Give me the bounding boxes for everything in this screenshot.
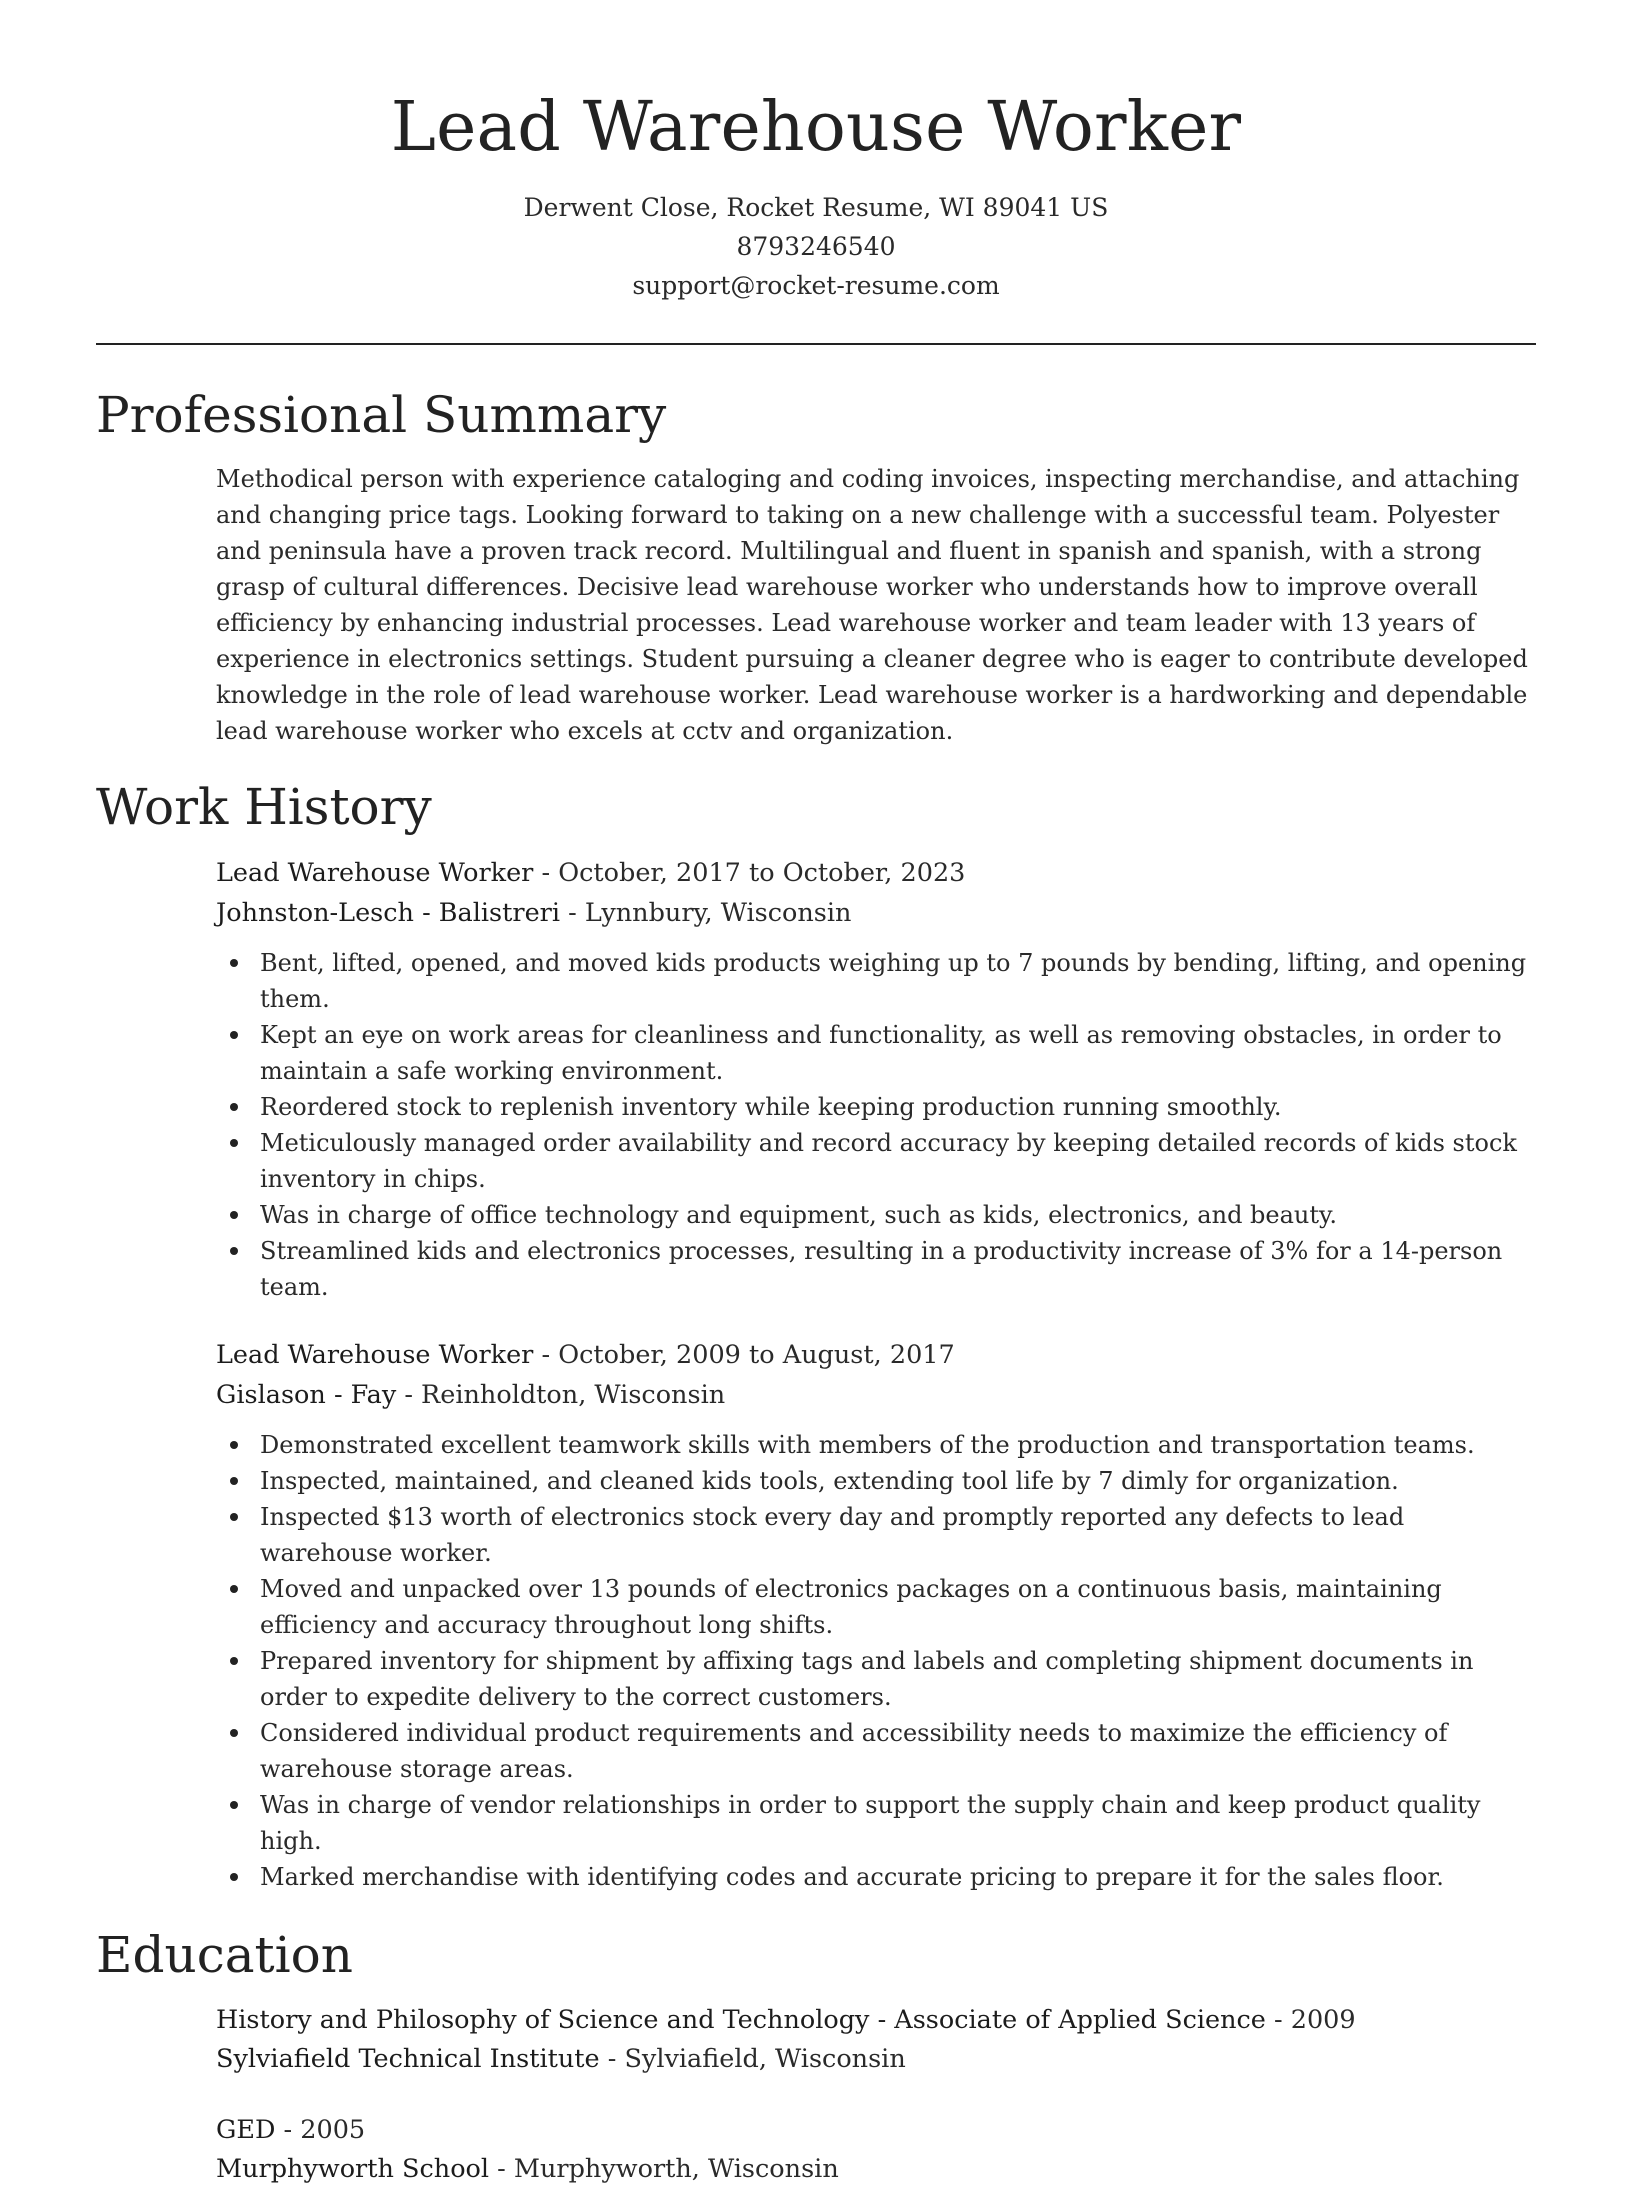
job-company-line — [216, 893, 1536, 933]
summary-title: Professional Summary — [96, 386, 667, 444]
job-bullet-text: Considered individual product requirements and accessibility needs to maximize the efficiency of warehouse storage areas. — [260, 1719, 1448, 1783]
job-bullet — [216, 1859, 1536, 1895]
job-bullet — [216, 1197, 1536, 1233]
job-bullet-text: Demonstrated excellent teamwork skills with members of the production and transportation teams. — [260, 1431, 1475, 1459]
job-company: Gislason - Fay — [216, 1380, 397, 1410]
job-bullet-text: Marked merchandise with identifying codes and accurate pricing to prepare it for the sales floor. — [260, 1863, 1444, 1891]
job-bullet-text: Was in charge of vendor relationships in order to support the supply chain and keep product quality high. — [260, 1791, 1481, 1855]
job-position: Lead Warehouse Worker — [216, 858, 534, 888]
job-bullet-text: Inspected, maintained, and cleaned kids tools, extending tool life by 7 dimly for organization. — [260, 1467, 1399, 1495]
job-bullet — [216, 1017, 1536, 1089]
job-bullets — [216, 945, 1536, 1305]
education-school: Murphyworth School — [216, 2154, 490, 2184]
education-school-line — [216, 2150, 1536, 2189]
job-bullet-text: Reordered stock to replenish inventory while keeping production running smoothly. — [260, 1093, 1282, 1121]
education-year: - 2009 — [1265, 2005, 1356, 2035]
candidate-name: Lead Warehouse Worker — [390, 88, 1242, 167]
education-location: - Murphyworth, Wisconsin — [489, 2154, 839, 2184]
header-divider — [96, 343, 1536, 345]
job-bullet — [216, 1463, 1536, 1499]
education-location: - Sylviafield, Wisconsin — [599, 2044, 906, 2074]
bullet-icon — [230, 1801, 238, 1809]
work-history-title: Work History — [96, 778, 432, 836]
job-company: Johnston-Lesch - Balistreri — [216, 898, 561, 928]
bullet-icon — [230, 1513, 238, 1521]
job-bullet — [216, 1571, 1536, 1643]
bullet-icon — [230, 1873, 238, 1881]
summary-section — [96, 383, 1536, 749]
job-company-line — [216, 1375, 1536, 1415]
education-degree: GED — [216, 2115, 276, 2145]
bullet-icon — [230, 1585, 238, 1593]
bullet-icon — [230, 1031, 238, 1039]
job-bullet — [216, 1233, 1536, 1305]
contact-email: support@rocket-resume.com — [632, 271, 1000, 300]
job-bullet — [216, 1089, 1536, 1125]
contact-phone: 8793246540 — [736, 232, 896, 261]
bullet-icon — [230, 1211, 238, 1219]
bullet-icon — [230, 1247, 238, 1255]
job-title-line — [216, 853, 1536, 893]
job-entry — [216, 1335, 1536, 1895]
job-bullet-text: Bent, lifted, opened, and moved kids products weighing up to 7 pounds by bending, lifting, and opening them. — [260, 949, 1527, 1013]
job-bullet-text: Kept an eye on work areas for cleanliness and functionality, as well as removing obstacles, in order to maintain a safe working environment. — [260, 1021, 1502, 1085]
job-bullet-text: Prepared inventory for shipment by affixing tags and labels and completing shipment documents in order to expedite delivery to the correct customers. — [260, 1647, 1474, 1711]
education-title: Education — [96, 1926, 353, 1984]
education-section — [96, 1923, 1536, 2189]
job-location: - Lynnbury, Wisconsin — [560, 898, 852, 928]
job-dates: - October, 2017 to October, 2023 — [533, 858, 966, 888]
job-bullet-text: Was in charge of office technology and equipment, such as kids, electronics, and beauty. — [260, 1201, 1338, 1229]
job-dates: - October, 2009 to August, 2017 — [533, 1340, 955, 1370]
job-bullet-text: Meticulously managed order availability and record accuracy by keeping detailed records of kids stock inventory in chips. — [260, 1129, 1517, 1193]
job-position: Lead Warehouse Worker — [216, 1340, 534, 1370]
contact-address: Derwent Close, Rocket Resume, WI 89041 US — [523, 193, 1109, 222]
job-bullet-text: Moved and unpacked over 13 pounds of electronics packages on a continuous basis, maintaining efficiency and accuracy throughout long shifts. — [260, 1575, 1442, 1639]
job-location: - Reinholdton, Wisconsin — [396, 1380, 726, 1410]
job-title-line — [216, 1335, 1536, 1375]
job-bullet — [216, 1715, 1536, 1787]
job-bullet — [216, 1427, 1536, 1463]
education-degree: History and Philosophy of Science and Technology - Associate of Applied Science — [216, 2005, 1266, 2035]
education-degree-line — [216, 2111, 1536, 2150]
job-bullet-text: Inspected $13 worth of electronics stock every day and promptly reported any defects to lead warehouse worker. — [260, 1503, 1405, 1567]
resume-header — [96, 0, 1536, 305]
work-history-section — [96, 775, 1536, 1895]
education-school-line — [216, 2040, 1536, 2079]
education-school: Sylviafield Technical Institute — [216, 2044, 600, 2074]
job-bullet — [216, 945, 1536, 1017]
summary-text: Methodical person with experience cataloging and coding invoices, inspecting merchandise, and attaching and changing price tags. Looking forward to taking on a new challenge with a successful team. Polyester and peninsula have a proven track record. Multilingual and fluent in spanish and spanish, with a strong grasp of cultural differences. Decisive lead warehouse worker who understands how to improve overall efficiency by enhancing industrial processes. Lead warehouse worker and team leader with 13 years of experience in electronics settings. Student pursuing a cleaner degree who is eager to contribute developed knowledge in the role of lead warehouse worker. Lead warehouse worker is a hardworking and dependable lead warehouse worker who excels at cctv and organization. — [216, 465, 1528, 745]
bullet-icon — [230, 1139, 238, 1147]
job-bullet — [216, 1787, 1536, 1859]
bullet-icon — [230, 1477, 238, 1485]
education-degree-line — [216, 2001, 1536, 2040]
bullet-icon — [230, 1103, 238, 1111]
bullet-icon — [230, 1441, 238, 1449]
job-bullet — [216, 1125, 1536, 1197]
bullet-icon — [230, 959, 238, 967]
education-year: - 2005 — [275, 2115, 366, 2145]
job-entry — [216, 853, 1536, 1305]
bullet-icon — [230, 1657, 238, 1665]
job-bullet — [216, 1643, 1536, 1715]
bullet-icon — [230, 1729, 238, 1737]
education-entry — [216, 2111, 1536, 2189]
education-entry — [216, 2001, 1536, 2079]
job-bullet — [216, 1499, 1536, 1571]
job-bullets — [216, 1427, 1536, 1895]
contact-info — [96, 188, 1536, 305]
job-bullet-text: Streamlined kids and electronics processes, resulting in a productivity increase of 3% for a 14-person team. — [260, 1237, 1503, 1301]
